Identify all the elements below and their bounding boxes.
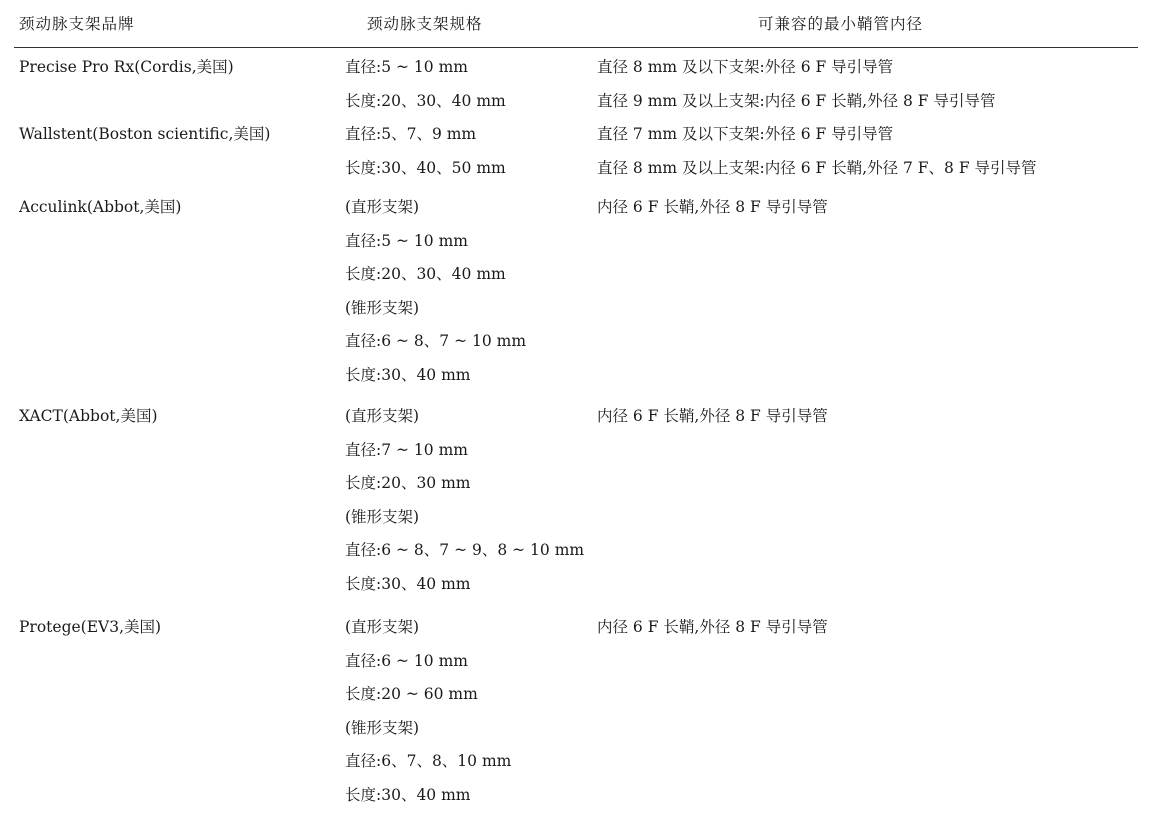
spec-line: 长度:30、40 mm	[345, 365, 471, 384]
column-header-spec: 颈动脉支架规格	[367, 15, 483, 33]
spec-line: (直形支架)	[345, 198, 420, 216]
compat-line: 内径 6 F 长鞘,外径 8 F 导引导管	[597, 198, 828, 216]
compat-cell	[597, 118, 1037, 185]
spec-line: 长度:20、30、40 mm	[345, 265, 506, 284]
spec-cell	[345, 118, 506, 185]
spec-cell	[345, 51, 506, 118]
spec-cell	[345, 611, 511, 813]
spec-line: 长度:30、40 mm	[345, 785, 471, 804]
brand-cell: Precise Pro Rx(Cordis,美国)	[19, 58, 234, 76]
spec-line: 直径:6 ~ 10 mm	[345, 651, 468, 670]
spec-line: 长度:20、30、40 mm	[345, 91, 506, 110]
spec-line: (直形支架)	[345, 407, 420, 425]
compat-line: 直径 8 mm 及以上支架:内径 6 F 长鞘,外径 7 F、8 F 导引导管	[597, 158, 1037, 177]
spec-line: 直径:7 ~ 10 mm	[345, 440, 468, 459]
compat-line: 直径 8 mm 及以下支架:外径 6 F 导引导管	[597, 58, 894, 76]
column-header-brand: 颈动脉支架品牌	[19, 15, 135, 33]
spec-cell	[345, 400, 584, 602]
compat-cell	[597, 611, 828, 645]
spec-line: 长度:30、40 mm	[345, 574, 471, 593]
spec-line: 直径:6、7、8、10 mm	[345, 752, 512, 771]
spec-cell	[345, 191, 526, 393]
spec-line: (锥形支架)	[345, 507, 420, 526]
spec-line: 直径:6 ~ 8、7 ~ 9、8 ~ 10 mm	[345, 541, 585, 560]
compat-cell	[597, 400, 828, 434]
brand-cell: Wallstent(Boston scientific,美国)	[19, 125, 271, 143]
spec-line: 直径:5、7、9 mm	[345, 125, 477, 143]
spec-line: 长度:20 ~ 60 mm	[345, 685, 478, 704]
brand-cell: Protege(EV3,美国)	[19, 618, 162, 636]
spec-line: (直形支架)	[345, 618, 420, 636]
header-rule	[14, 47, 1138, 48]
column-header-compat: 可兼容的最小鞘管内径	[758, 15, 924, 33]
spec-line: 直径:5 ~ 10 mm	[345, 231, 468, 250]
brand-cell: Acculink(Abbot,美国)	[19, 198, 182, 216]
compat-cell	[597, 51, 995, 118]
spec-line: (锥形支架)	[345, 718, 420, 737]
compat-line: 内径 6 F 长鞘,外径 8 F 导引导管	[597, 618, 828, 636]
spec-line: 长度:30、40、50 mm	[345, 158, 506, 177]
spec-line: 直径:5 ~ 10 mm	[345, 58, 468, 76]
brand-cell: XACT(Abbot,美国)	[19, 407, 158, 425]
compat-line: 直径 9 mm 及以上支架:内径 6 F 长鞘,外径 8 F 导引导管	[597, 91, 996, 110]
compat-line: 直径 7 mm 及以下支架:外径 6 F 导引导管	[597, 125, 894, 143]
compat-line: 内径 6 F 长鞘,外径 8 F 导引导管	[597, 407, 828, 425]
spec-line: (锥形支架)	[345, 298, 420, 317]
spec-line: 长度:20、30 mm	[345, 474, 471, 493]
spec-line: 直径:6 ~ 8、7 ~ 10 mm	[345, 332, 527, 351]
compat-cell	[597, 191, 828, 225]
